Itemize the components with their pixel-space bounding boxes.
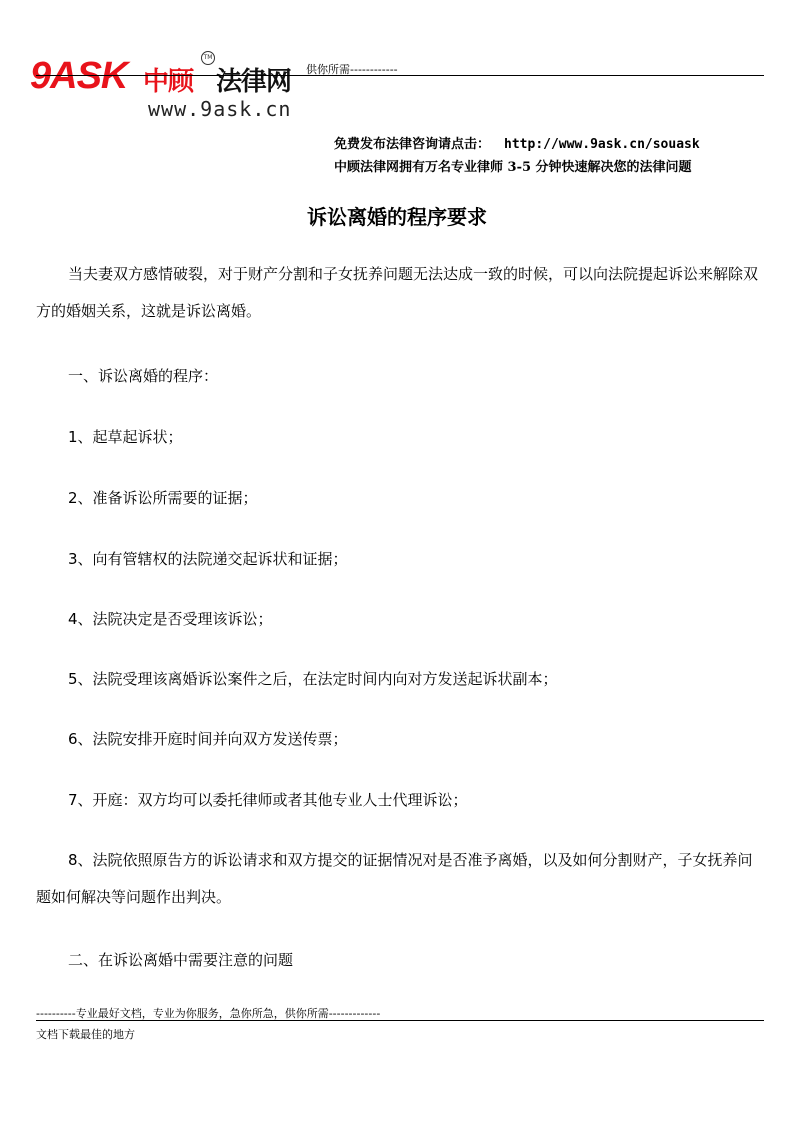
body-paragraph: 一、诉讼离婚的程序： (68, 367, 219, 385)
trademark-icon: TM (201, 51, 215, 65)
logo-url-text: www.9ask.cn (148, 97, 292, 121)
promo-label: 免费发布法律咨询请点击： (334, 137, 491, 152)
body-paragraph: 5、法院受理该离婚诉讼案件之后，在法定时间内向对方发送起诉状副本； (68, 670, 558, 688)
site-logo[interactable] (30, 55, 310, 125)
body-paragraph: 4、法院决定是否受理该诉讼； (68, 610, 273, 628)
header-note: 供你所需------------ (306, 63, 398, 76)
promo-link[interactable]: http://www.9ask.cn/souask (504, 137, 700, 152)
logo-falvwang-text: 法律网 (216, 67, 292, 97)
footer-sub: 文档下载最佳的地方 (36, 1028, 135, 1041)
body-paragraph: 2、准备诉讼所需要的证据； (68, 489, 258, 507)
body-paragraph: 6、法院安排开庭时间并向双方发送传票； (68, 730, 348, 748)
footer-rule (36, 1020, 764, 1021)
logo-zhonggu-text: 中顾 (143, 67, 194, 97)
header-rule (36, 75, 764, 76)
body-paragraph: 1、起草起诉状； (68, 428, 183, 446)
promo-line-1 (334, 133, 700, 152)
body-paragraph: 二、在诉讼离婚中需要注意的问题 (68, 951, 294, 969)
body-paragraph: 当夫妻双方感情破裂，对于财产分割和子女抚养问题无法达成一致的时候，可以向法院提起诉讼来解除双方的婚姻关系，这就是诉讼离婚。 (36, 265, 759, 320)
document-title: 诉讼离婚的程序要求 (307, 205, 487, 229)
promo-line-2: 中顾法律网拥有万名专业律师 3-5 分钟快速解决您的法律问题 (334, 160, 692, 175)
body-paragraph: 8、法院依照原告方的诉讼请求和双方提交的证据情况对是否准予离婚，以及如何分割财产，子女抚养问题如何解决等问题作出判决。 (36, 851, 753, 906)
footer-note: ----------专业最好文档，专业为你服务，急你所急，供你所需------------- (36, 1007, 381, 1020)
body-paragraph: 3、向有管辖权的法院递交起诉状和证据； (68, 550, 348, 568)
logo-9ask-text: 9ASK (30, 55, 128, 97)
body-paragraph: 7、开庭：双方均可以委托律师或者其他专业人士代理诉讼； (68, 791, 468, 809)
